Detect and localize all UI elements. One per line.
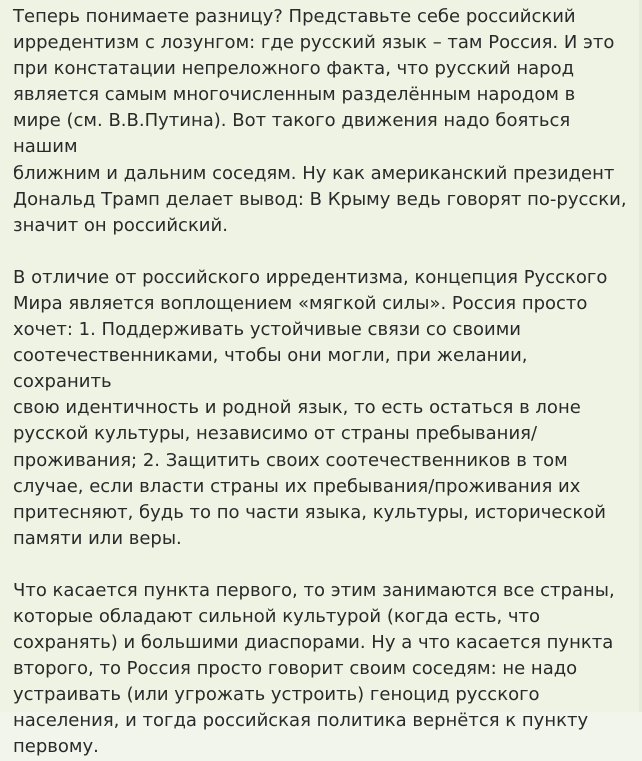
text-line: Мира является воплощением «мягкой силы». Россия просто xyxy=(13,292,588,314)
text-line: является самым многочисленным разделённым народом в xyxy=(13,84,576,106)
text-line: соотечественниками, чтобы они могли, при желании, сохранить xyxy=(13,345,528,393)
text-line: В отличие от российского ирредентизма, концепция Русского xyxy=(13,266,608,288)
text-line: проживания; 2. Защитить своих соотечественников в том xyxy=(13,449,568,471)
text-line: случае, если власти страны их пребывания/проживания их xyxy=(13,475,581,497)
text-line: второго, то Россия просто говорит своим соседям: не надо xyxy=(13,658,578,680)
paragraph-2 xyxy=(13,265,630,552)
text-line: Что касается пункта первого, то этим занимаются все страны, xyxy=(13,579,615,601)
text-line: ближним и дальним соседям. Ну как американский президент xyxy=(13,162,615,184)
text-line: свою идентичность и родной язык, то есть остаться в лоне xyxy=(13,397,581,419)
text-line: населения, и тогда российская политика вернётся к пункту xyxy=(13,710,589,732)
text-line: первому. xyxy=(13,736,99,758)
text-line: Теперь понимаете разницу? Представьте себе российский xyxy=(13,6,576,27)
text-line: сохранять) и большими диаспорами. Ну а что касается пункта xyxy=(13,632,614,654)
text-line: русской культуры, независимо от страны пребывания/ xyxy=(13,423,538,445)
paragraph-1 xyxy=(13,4,630,239)
paragraph-spacer xyxy=(13,239,630,265)
text-line: устраивать (или угрожать устроить) геноцид русского xyxy=(13,684,540,706)
text-line: при констатации непреложного факта, что русский народ xyxy=(13,58,575,80)
paragraph-3 xyxy=(13,578,630,761)
text-line: значит он российский. xyxy=(13,214,228,236)
text-line: мире (см. В.В.Путина). Вот такого движения надо бояться нашим xyxy=(13,110,571,158)
paragraph-spacer xyxy=(13,552,630,578)
text-line: притесняют, будь то по части языка, культуры, исторической xyxy=(13,501,606,523)
text-line: ирредентизм с лозунгом: где русский язык – там Россия. И это xyxy=(13,32,615,54)
message-text xyxy=(13,4,630,761)
text-line: хочет: 1. Поддерживать устойчивые связи со своими xyxy=(13,319,521,341)
text-line: которые обладают сильной культурой (когда есть, что xyxy=(13,605,541,627)
text-line: Дональд Трамп делает вывод: В Крыму ведь говорят по-русски, xyxy=(13,188,627,210)
text-line: памяти или веры. xyxy=(13,527,182,549)
